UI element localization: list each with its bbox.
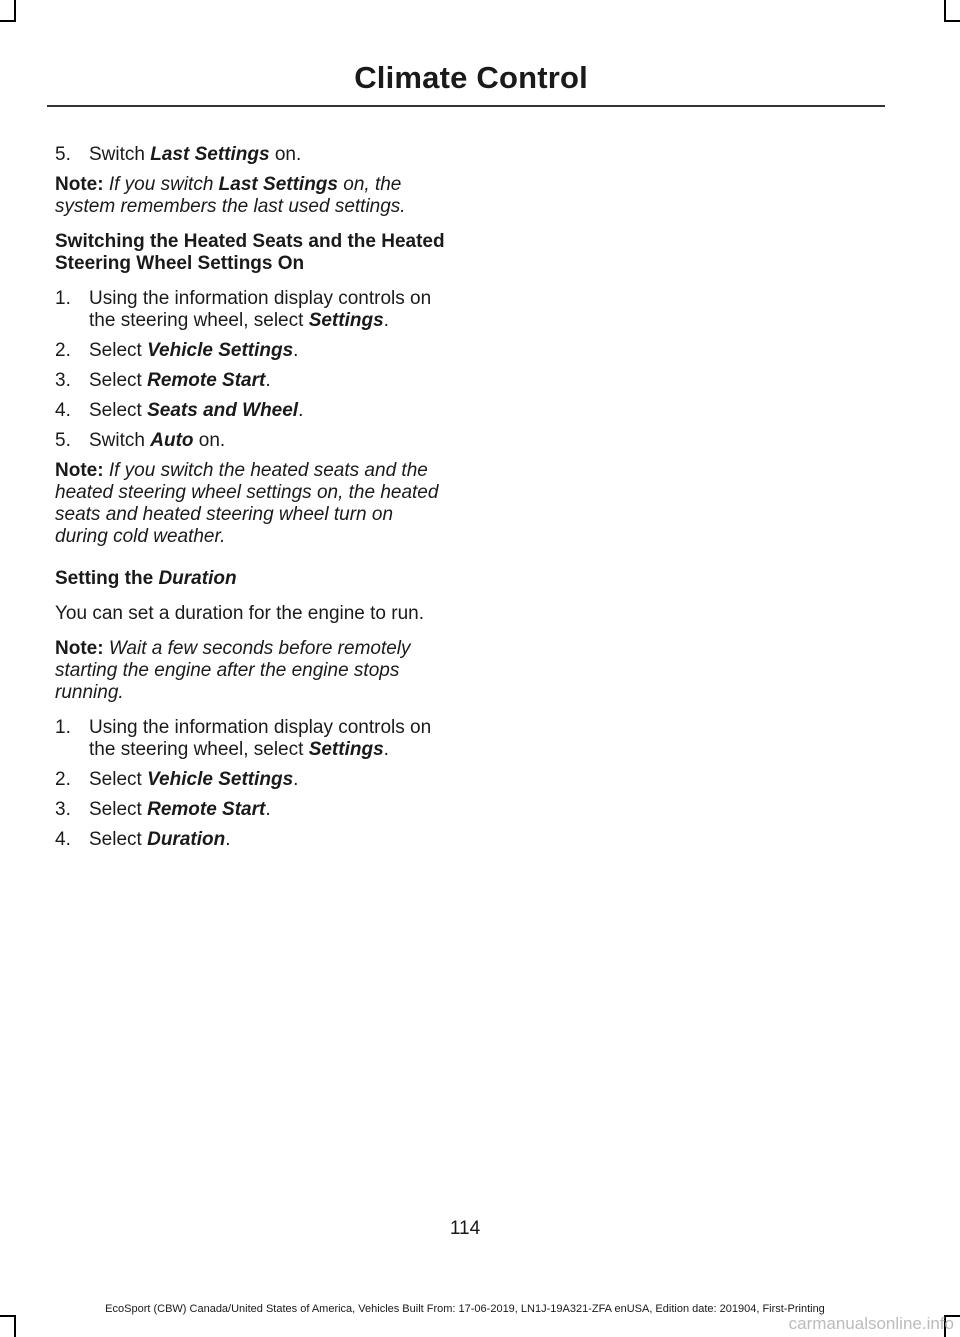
crop-mark <box>0 20 16 22</box>
step-term: Settings <box>308 739 384 760</box>
list-item <box>55 370 450 392</box>
step-suffix: . <box>293 340 299 361</box>
step-term: Vehicle Settings <box>147 340 294 361</box>
step-number: 5. <box>55 430 71 451</box>
step-text: Using the information display controls on the steering wheel, select <box>89 288 432 331</box>
crop-mark <box>14 1315 16 1337</box>
step-term: Last Settings <box>150 144 270 165</box>
note-text: If you switch <box>108 174 214 195</box>
section-heading <box>55 568 450 590</box>
list-item <box>55 288 450 332</box>
list-item <box>55 340 450 362</box>
step-term: Remote Start <box>147 799 266 820</box>
section-heading: Switching the Heated Seats and the Heated Steering Wheel Settings On <box>55 231 445 274</box>
step-suffix: . <box>298 400 304 421</box>
step-number: 1. <box>55 288 71 309</box>
body-paragraph: You can set a duration for the engine to run. <box>55 603 425 624</box>
crop-mark <box>944 20 960 22</box>
note-label: Note: <box>55 638 104 659</box>
step-text: Select <box>89 829 142 850</box>
step-text: Select <box>89 769 142 790</box>
note-text: Wait a few seconds before remotely starting the engine after the engine stops running. <box>55 638 411 703</box>
note-label: Note: <box>55 174 104 195</box>
list-item <box>55 829 450 851</box>
crop-mark <box>0 1315 16 1317</box>
list-item <box>55 769 450 791</box>
note <box>55 174 450 218</box>
note-term: Last Settings <box>218 174 338 195</box>
step-number: 1. <box>55 717 71 738</box>
step-number: 3. <box>55 370 71 391</box>
step-text: Select <box>89 799 142 820</box>
page-title: Climate Control <box>354 60 588 95</box>
list-item <box>55 799 450 821</box>
step-number: 3. <box>55 799 71 820</box>
step-number: 4. <box>55 400 71 421</box>
step-suffix: . <box>383 739 389 760</box>
page-number: 114 <box>449 1218 481 1239</box>
step-list <box>55 288 450 452</box>
step-suffix: . <box>293 769 299 790</box>
step-suffix: on. <box>274 144 302 165</box>
step-number: 5. <box>55 144 71 165</box>
step-number: 2. <box>55 340 71 361</box>
step-term: Remote Start <box>147 370 266 391</box>
step-suffix: . <box>265 799 271 820</box>
main-content <box>55 144 450 859</box>
step-text: Select <box>89 340 142 361</box>
step-number: 4. <box>55 829 71 850</box>
step-suffix: . <box>383 310 389 331</box>
step-list <box>55 717 450 851</box>
step-suffix: . <box>225 829 231 850</box>
step-text: Select <box>89 370 142 391</box>
list-item <box>55 400 450 422</box>
heading-text: Setting the <box>55 568 154 589</box>
step-suffix: on. <box>198 430 226 451</box>
step-term: Settings <box>308 310 384 331</box>
note <box>55 638 450 704</box>
crop-mark <box>14 0 16 22</box>
list-item <box>55 144 450 166</box>
crop-mark <box>944 0 946 22</box>
list-item <box>55 717 450 761</box>
watermark: carmanualsonline.info <box>788 1314 954 1333</box>
step-term: Duration <box>147 829 226 850</box>
note <box>55 460 450 548</box>
title-divider <box>47 105 885 107</box>
step-text: Select <box>89 400 142 421</box>
note-label: Note: <box>55 460 104 481</box>
list-item <box>55 430 450 452</box>
heading-term: Duration <box>158 568 237 589</box>
step-number: 2. <box>55 769 71 790</box>
step-text: Using the information display controls on the steering wheel, select <box>89 717 432 760</box>
note-text: If you switch the heated seats and the heated steering wheel settings on, the heated seats and heated steering wheel turn on during cold weather. <box>55 460 439 547</box>
footer-text: EcoSport (CBW) Canada/United States of America, Vehicles Built From: 17-06-2019, LN1J-19A321-ZFA enUSA, Edition date: 201904, First-Printing <box>105 1303 825 1315</box>
step-term: Vehicle Settings <box>147 769 294 790</box>
step-term: Auto <box>150 430 194 451</box>
step-term: Seats and Wheel <box>147 400 299 421</box>
step-suffix: . <box>265 370 271 391</box>
step-text: Switch <box>89 144 145 165</box>
note-text: on, the system remembers the last used settings. <box>55 174 406 217</box>
step-text: Switch <box>89 430 145 451</box>
